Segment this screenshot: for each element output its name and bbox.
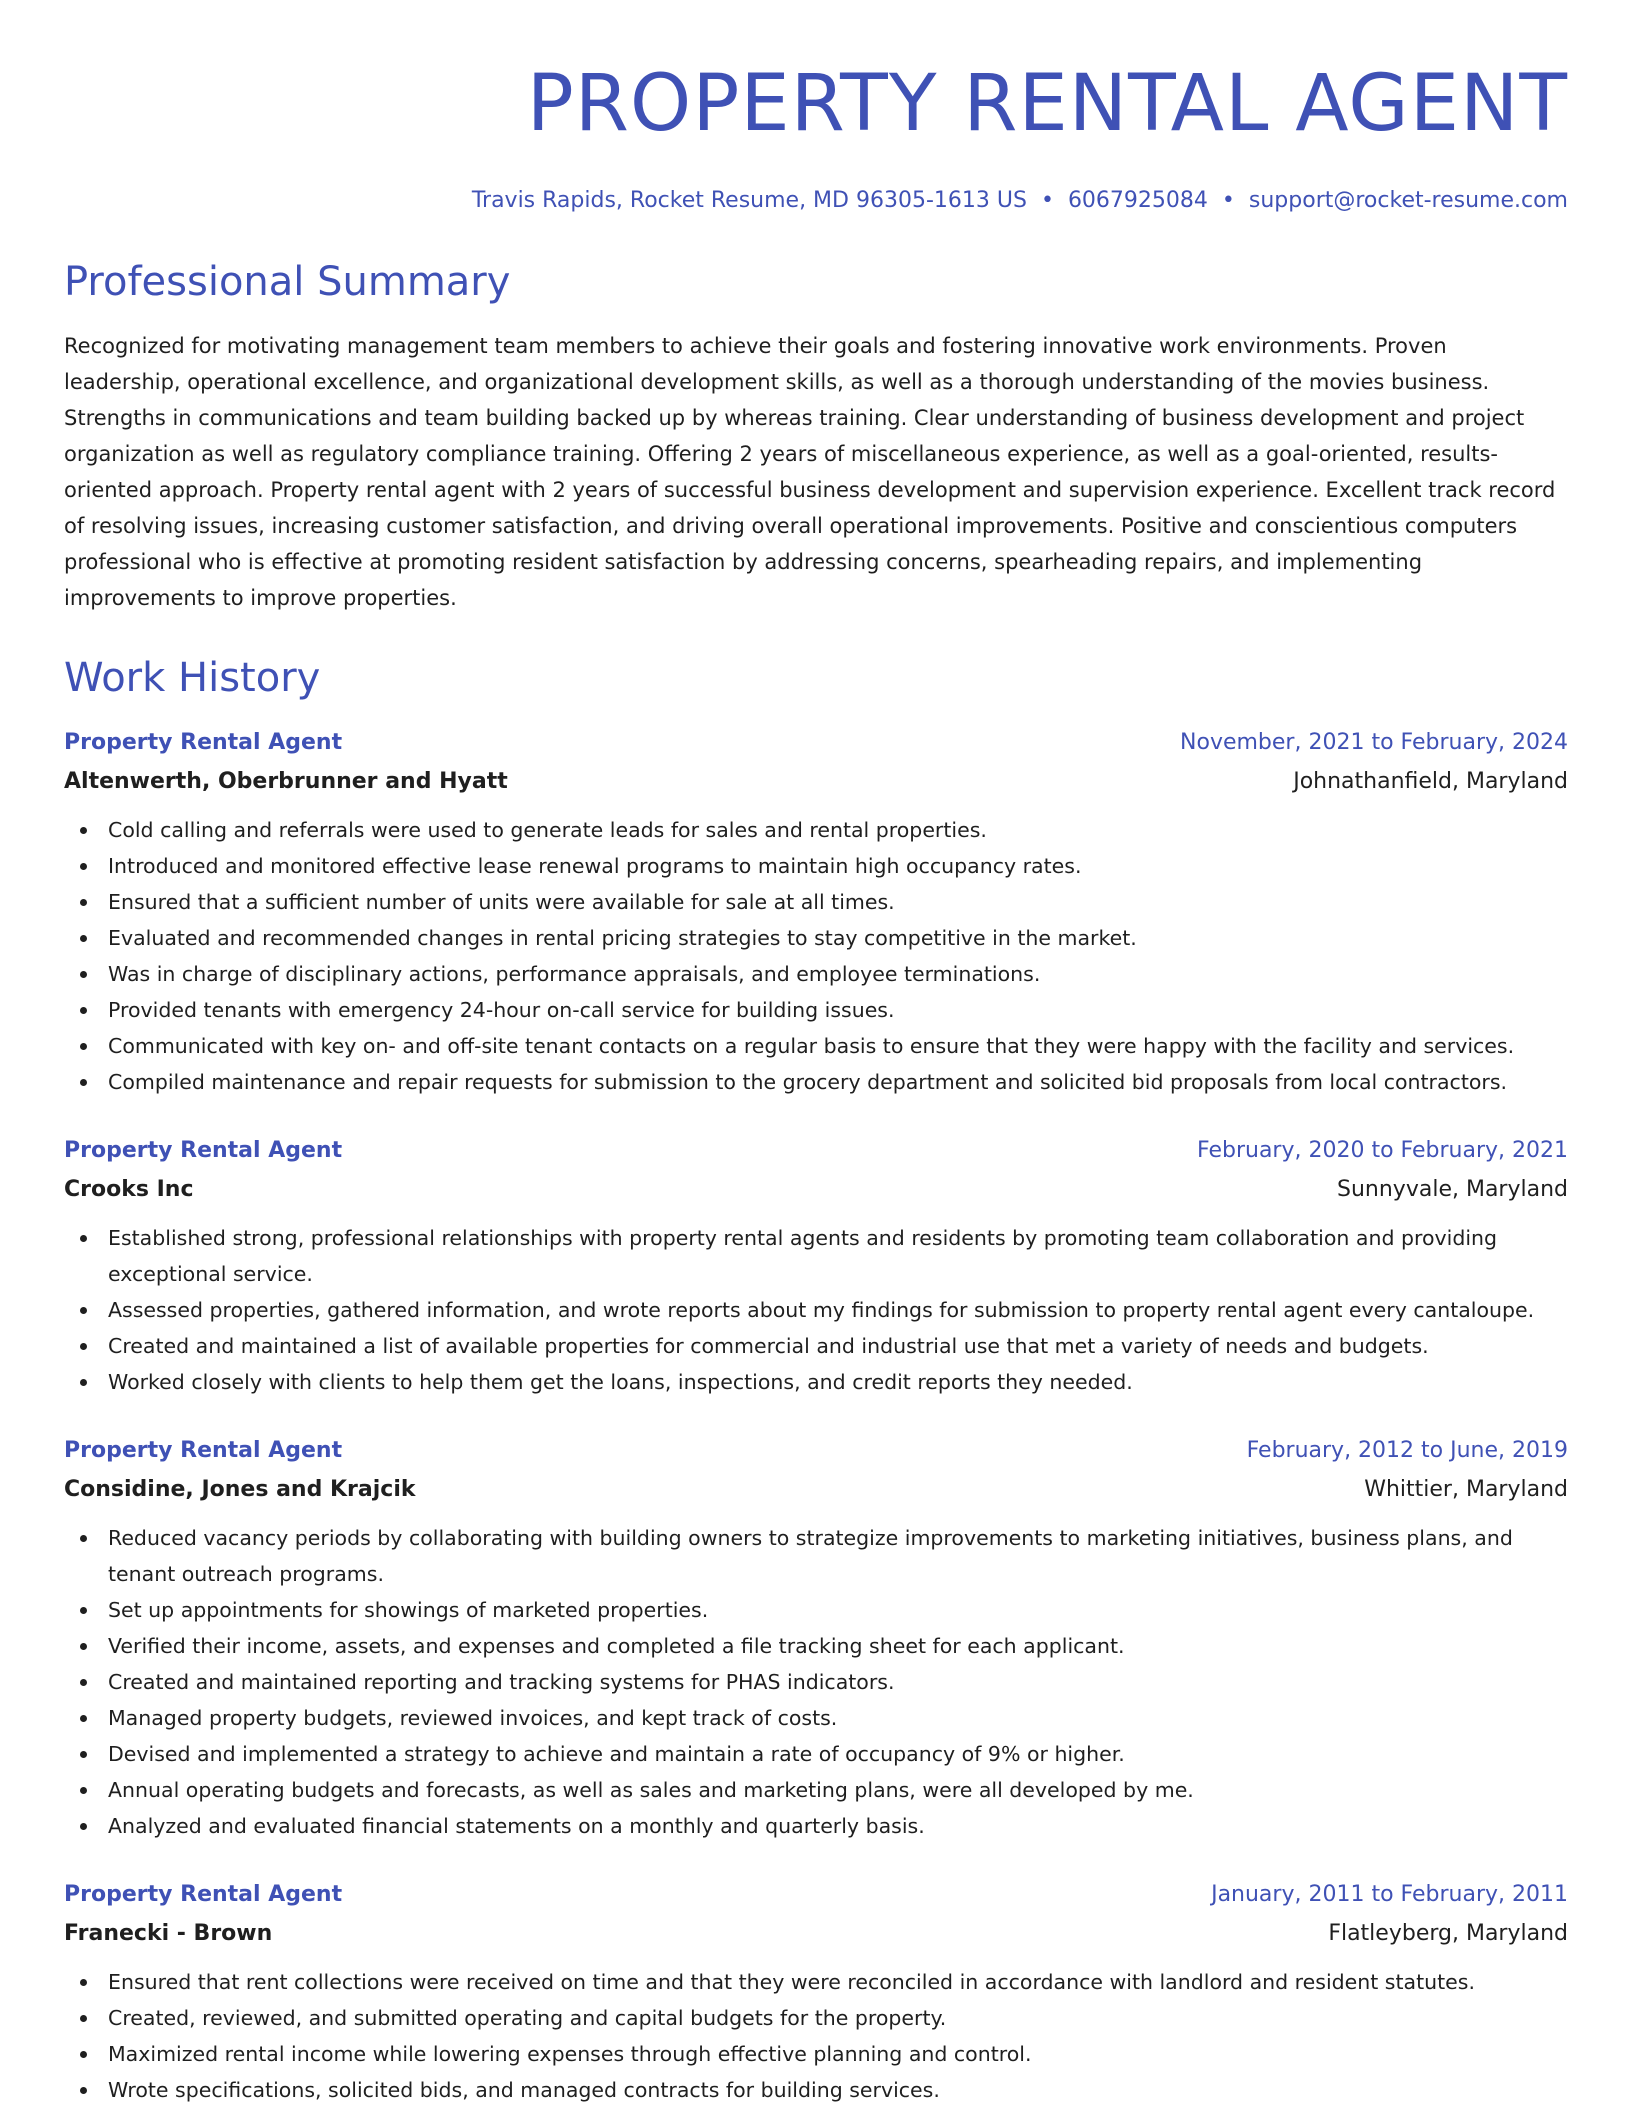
contact-separator: •: [1221, 188, 1235, 213]
job-location: Flatleyberg, Maryland: [1328, 1921, 1568, 1946]
list-item: Was in charge of disciplinary actions, performance appraisals, and employee terminations.: [64, 956, 1568, 992]
list-item: Wrote specifications, solicited bids, and managed contracts for building services.: [64, 2072, 1568, 2108]
contact-email[interactable]: support@rocket-resume.com: [1248, 188, 1568, 213]
job-duties-list: [64, 1520, 1568, 1844]
list-item: Set up appointments for showings of marketed properties.: [64, 1592, 1568, 1628]
job-entry: [64, 1432, 1568, 1844]
job-dates: November, 2021 to February, 2024: [1180, 730, 1568, 755]
list-item: Created and maintained reporting and tracking systems for PHAS indicators.: [64, 1664, 1568, 1700]
job-role: Property Rental Agent: [64, 1438, 343, 1463]
job-location: Johnathanfield, Maryland: [1293, 769, 1568, 794]
contact-line: [64, 186, 1568, 216]
list-item: Worked closely with clients to help them get the loans, inspections, and credit reports they needed.: [64, 1364, 1568, 1400]
job-dates: January, 2011 to February, 2011: [1211, 1882, 1568, 1907]
list-item: Created and maintained a list of available properties for commercial and industrial use that met a variety of needs and budgets.: [64, 1328, 1568, 1364]
job-company-row: [64, 762, 1568, 802]
list-item: Ensured that rent collections were received on time and that they were reconciled in accordance with landlord and resident statutes.: [64, 1964, 1568, 2000]
list-item: Established strong, professional relationships with property rental agents and residents by promoting team collaboration and providing exceptional service.: [64, 1220, 1568, 1292]
list-item: Maximized rental income while lowering expenses through effective planning and control.: [64, 2036, 1568, 2072]
job-company: Considine, Jones and Krajcik: [64, 1477, 416, 1502]
job-entry: [64, 724, 1568, 1100]
contact-phone: 6067925084: [1067, 188, 1208, 213]
job-entry: [64, 1876, 1568, 2108]
contact-separator: •: [1040, 188, 1054, 213]
job-role-row: [64, 1876, 1568, 1914]
list-item: Communicated with key on- and off-site tenant contacts on a regular basis to ensure that they were happy with the facility and services.: [64, 1028, 1568, 1064]
list-item: Analyzed and evaluated financial statements on a monthly and quarterly basis.: [64, 1808, 1568, 1844]
contact-address: Travis Rapids, Rocket Resume, MD 96305-1613 US: [471, 188, 1027, 213]
work-history-heading: Work History: [64, 655, 321, 701]
list-item: Compiled maintenance and repair requests for submission to the grocery department and solicited bid proposals from local contractors.: [64, 1064, 1568, 1100]
job-role-row: [64, 724, 1568, 762]
job-role: Property Rental Agent: [64, 1882, 343, 1907]
list-item: Provided tenants with emergency 24-hour on-call service for building issues.: [64, 992, 1568, 1028]
job-entry: [64, 1132, 1568, 1400]
job-role-row: [64, 1132, 1568, 1170]
job-location: Whittier, Maryland: [1364, 1477, 1568, 1502]
job-company-row: [64, 1170, 1568, 1210]
job-company: Franecki - Brown: [64, 1921, 273, 1946]
list-item: Cold calling and referrals were used to generate leads for sales and rental properties.: [64, 812, 1568, 848]
job-role: Property Rental Agent: [64, 730, 343, 755]
job-company: Altenwerth, Oberbrunner and Hyatt: [64, 769, 508, 794]
list-item: Reduced vacancy periods by collaborating with building owners to strategize improvements to marketing initiatives, business plans, and tenant outreach programs.: [64, 1520, 1568, 1592]
job-company: Crooks Inc: [64, 1177, 194, 1202]
job-company-row: [64, 1470, 1568, 1510]
job-dates: February, 2020 to February, 2021: [1197, 1138, 1568, 1163]
job-role-row: [64, 1432, 1568, 1470]
job-duties-list: [64, 1220, 1568, 1400]
list-item: Ensured that a sufficient number of units were available for sale at all times.: [64, 884, 1568, 920]
resume-header: [64, 52, 1568, 216]
list-item: Verified their income, assets, and expenses and completed a file tracking sheet for each applicant.: [64, 1628, 1568, 1664]
list-item: Devised and implemented a strategy to achieve and maintain a rate of occupancy of 9% or higher.: [64, 1736, 1568, 1772]
work-history-section: [64, 652, 1568, 2108]
job-company-row: [64, 1914, 1568, 1954]
list-item: Annual operating budgets and forecasts, as well as sales and marketing plans, were all developed by me.: [64, 1772, 1568, 1808]
job-list: [64, 724, 1568, 2108]
job-role: Property Rental Agent: [64, 1138, 343, 1163]
summary-section: [64, 256, 1568, 616]
list-item: Assessed properties, gathered information, and wrote reports about my findings for submission to property rental agent every cantaloupe.: [64, 1292, 1568, 1328]
job-dates: February, 2012 to June, 2019: [1246, 1438, 1568, 1463]
list-item: Managed property budgets, reviewed invoices, and kept track of costs.: [64, 1700, 1568, 1736]
page-title: PROPERTY RENTAL AGENT: [526, 59, 1568, 149]
job-duties-list: [64, 812, 1568, 1100]
summary-heading: Professional Summary: [64, 259, 511, 305]
list-item: Evaluated and recommended changes in rental pricing strategies to stay competitive in the market.: [64, 920, 1568, 956]
list-item: Created, reviewed, and submitted operating and capital budgets for the property.: [64, 2000, 1568, 2036]
job-duties-list: [64, 1964, 1568, 2108]
job-location: Sunnyvale, Maryland: [1337, 1177, 1568, 1202]
list-item: Introduced and monitored effective lease renewal programs to maintain high occupancy rates.: [64, 848, 1568, 884]
summary-text: Recognized for motivating management team members to achieve their goals and fostering innovative work environments. Proven leadership, operational excellence, and organizational development skills, as well as a thorough understanding of the movies business. Strengths in communications and team building backed up by whereas training. Clear understanding of business development and project organization as well as regulatory compliance training. Offering 2 years of miscellaneous experience, as well as a goal-oriented, results-oriented approach. Property rental agent with 2 years of successful business development and supervision experience. Excellent track record of resolving issues, increasing customer satisfaction, and driving overall operational improvements. Positive and conscientious computers professional who is effective at promoting resident satisfaction by addressing concerns, spearheading repairs, and implementing improvements to improve properties.: [64, 334, 1556, 610]
